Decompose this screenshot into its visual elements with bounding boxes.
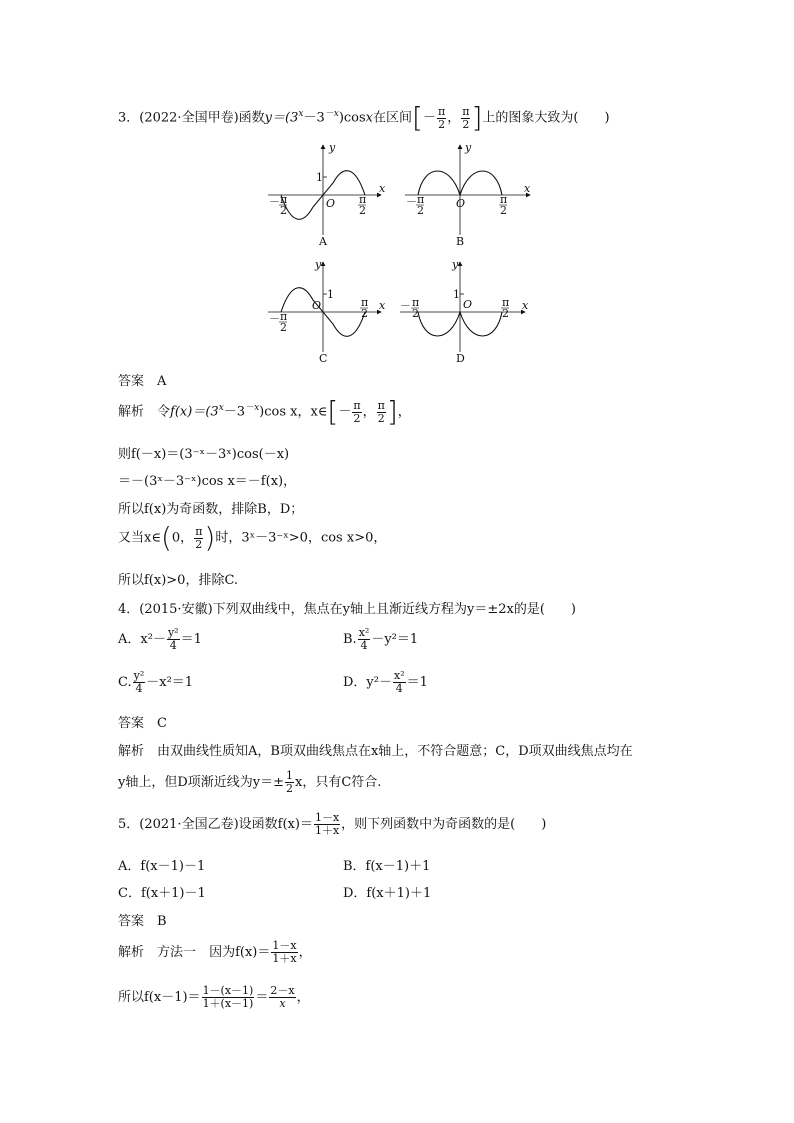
q4-option-d: D．y²－ $\frac{\text{x²}}{4}$ ＝1 [343,669,428,695]
svg-text:π: π [280,310,288,323]
q3-analysis-line6: 所以f(x)>0，排除C. [118,573,239,588]
svg-text:2: 2 [500,204,507,217]
svg-text:－: － [400,299,411,312]
q3-stem-a: 函数 [238,110,265,126]
graph-d-label: D [456,352,465,365]
svg-text:2: 2 [280,204,287,217]
graph-c [268,258,386,365]
graph-c-origin: O [312,299,322,312]
answer-label: 答案 [118,374,145,389]
svg-text:－: － [269,312,280,325]
svg-text:π: π [502,296,510,309]
q3-exp-x: x [298,109,304,120]
q4-stem: 4．(2015·安徽)下列双曲线中，焦点在y轴上且渐近线方程为y＝±2x的是( ) [118,602,576,617]
svg-text:π: π [500,193,508,206]
q3-func-c: )cos [338,110,366,126]
graph-a-one: 1 [316,171,323,184]
q3-interval-neg: － [422,110,436,126]
svg-text:－: － [269,195,280,208]
q4-analysis-1: 解析 由双曲线性质知A，B项双曲线焦点在x轴上，不符合题意；C，D项双曲线焦点均在 [118,744,633,759]
graph-b [405,141,531,248]
q3-func-b: －3 [303,110,325,126]
q3-exp-negx: －x [324,109,339,120]
graph-a-origin: O [326,197,336,210]
q3-bracket-left: [ [412,101,423,134]
graph-b-y: y [465,141,472,154]
q5-option-d: D．f(x＋1)＋1 [343,886,432,901]
q3-analysis-line4: 所以f(x)为奇函数，排除B，D； [118,502,304,517]
q4-option-a: A．x²－ $\frac{\text{y²}}{4}$ ＝1 [118,626,202,652]
graph-d-y: y [452,258,459,271]
q3-interval-frac-2: $\frac{\pi}{2}$ [462,104,470,131]
q3-stem [118,101,610,134]
svg-text:π: π [359,193,367,206]
q4-answer: 答案 C [118,716,167,731]
svg-text:2: 2 [412,307,419,320]
q3-number: 3． [118,110,140,126]
graph-c-x: x [379,299,386,312]
q5-option-a: A．f(x－1)－1 [118,859,206,874]
svg-text:π: π [361,296,369,309]
svg-text:π: π [412,296,420,309]
graph-c-label: C [319,352,328,365]
q4-analysis-2: y轴上，但D项渐近线为y＝± $\frac{1}{2}$ x，只有C符合. [118,769,382,795]
q3-bracket-right: ] [471,101,483,134]
graph-b-x: x [524,182,531,195]
svg-text:2: 2 [359,204,366,217]
svg-text:2: 2 [417,204,424,217]
graph-a-x: x [379,182,386,195]
q4-option-c: C. $\frac{\text{y²}}{4}$ －x²＝1 [118,669,194,695]
graph-c-one: 1 [327,288,334,301]
q3-analysis-line3: ＝－(3ˣ－3⁻ˣ)cos x＝－f(x)， [118,474,297,489]
q4-option-b: B. $\frac{\text{x²}}{4}$ －y²＝1 [343,626,419,652]
q3-stem-b: 在区间 [373,110,413,126]
q3-analysis-line1: 解析 令$f(x)=(3^x-3^{-x})\cos$ x，x∈[－ $\frac{\pi}{2}$ ， $\frac{\pi}{2}$ ]， [118,395,411,428]
graph-a [268,141,386,248]
answer-value: A [157,374,167,389]
q5-analysis-2: 所以f(x－1)＝ $\frac{1-(x-1)}{1+(x-1)}$ ＝ $\frac{2-x}{x}$ ， [118,984,310,1010]
q3-func-var: x [365,110,374,126]
svg-text:2: 2 [361,307,368,320]
q3-graphs [255,140,540,370]
graph-c-y: y [315,258,322,271]
graph-a-y: y [329,141,336,154]
q3-interval-comma: ， [447,110,461,126]
svg-text:－: － [406,195,417,208]
svg-text:π: π [417,193,425,206]
q3-analysis-line5: 又当x∈(0， $\frac{\pi}{2}$ )时，3ˣ－3⁻ˣ>0，cos x>0， [118,521,387,554]
graph-d-one: 1 [453,288,460,301]
q5-analysis-1: 解析 方法一 因为f(x)＝ $\frac{1-x}{1+x}$ ， [118,939,312,965]
q3-interval-frac-1: $\frac{\pi}{2}$ [437,104,446,131]
q3-stem-c: 上的图象大致为( ) [482,110,610,126]
graph-d [400,258,529,365]
graph-b-origin: O [456,197,466,210]
graph-d-origin: O [463,298,473,311]
graph-d-x: x [522,299,529,312]
q3-source: (2022·全国甲卷) [139,110,239,126]
q5-option-b: B．f(x－1)＋1 [343,859,431,874]
svg-text:2: 2 [502,307,509,320]
q3-func: y＝(3 [264,110,299,126]
q5-option-c: C．f(x＋1)－1 [118,886,206,901]
q5-answer: 答案 B [118,914,167,929]
graph-b-label: B [456,235,465,248]
svg-text:2: 2 [280,321,287,334]
q5-stem: 5．(2021·全国乙卷)设函数f(x)＝ $\frac{1-x}{1+x}$ ，则下列函数中为奇函数的是( ) [118,811,547,837]
graph-a-label: A [319,235,327,248]
q3-answer [118,370,166,389]
analysis-label: 解析 [118,404,145,420]
q3-analysis-line2: 则f(－x)＝(3⁻ˣ－3ˣ)cos(－x) [118,447,290,462]
svg-text:π: π [280,193,288,206]
